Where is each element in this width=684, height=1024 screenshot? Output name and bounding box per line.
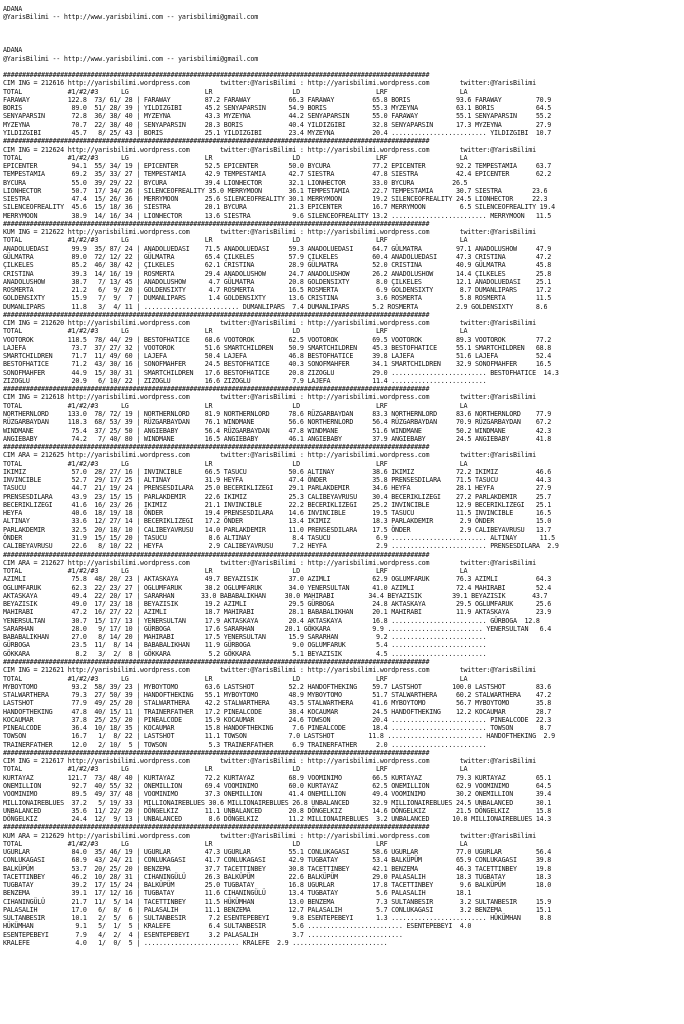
horse-row: AZIMLI 75.8 48/ 20/ 23 | AKTASKAYA 49.7 BEYAZISIK 37.0 AZIMLI 62.9 OGLUMFARUK 76.3 AZIMLI 64.3 — [3, 575, 552, 584]
blank-line — [3, 22, 684, 30]
horse-row: YENERSULTAN 30.7 15/ 17/ 13 | YENERSULTAN 17.9 AKTASKAYA 20.4 AKTASKAYA 16.8 ......................... GÜRBOGA 12.8 — [3, 616, 540, 625]
section-divider: ################################################################################################################ — [3, 657, 430, 666]
horse-row: PINEALCODE 36.4 10/ 18/ 35 | KOCAUMAR 15.8 HANDOFTHEKING 7.6 PINEALCODE 18.4 ......................... TOWSON 8.7 — [3, 724, 552, 733]
horse-row: KURTAYAZ 121.7 73/ 48/ 40 | KURTAYAZ 72.2 KURTAYAZ 68.9 VOOMINIMO 66.5 KURTAYAZ 79.3 KURTAYAZ 65.1 — [3, 773, 552, 782]
column-header-line: TOTAL #1/#2/#3 LG LR LD LRF LA — [3, 87, 468, 96]
horse-row: DÖNGELKIZ 24.4 12/ 9/ 13 | UNBALANCED 8.6 DÖNGELKIZ 11.2 MILLIONAIREBLUES 3.2 UNBALANCED 10.8 MILLIONAIREBLUES 14.3 — [3, 815, 552, 824]
horse-row: BECERIKLIZEGI 41.6 16/ 23/ 26 | IKIMIZ 21.1 INVINCIBLE 22.2 BECERIKLIZEGI 25.2 INVINCIBLE 12.9 BECERIKLIZEGI 25.1 — [3, 500, 552, 509]
section-divider: ################################################################################################################ — [3, 137, 430, 146]
horse-row: TRAINERFATHER 12.0 2/ 10/ 5 | TOWSON 5.3 TRAINERFATHER 6.9 TRAINERFATHER 2.0 ......................... — [3, 740, 487, 749]
horse-row: NORTHERNLORD 133.0 78/ 72/ 19 | NORTHERNLORD 81.9 NORTHERNLORD 78.6 RÜZGARBAYDAN 83.3 NORTHERNLORD 83.6 NORTHERNLORD 77.9 — [3, 410, 552, 419]
horse-row: GÜLMATRA 89.0 72/ 12/ 22 | GÜLMATRA 65.4 ÇILKELES 57.9 ÇILKELES 60.4 ANADOLUEDASI 47.3 CRISTINA 47.2 — [3, 252, 552, 261]
horse-row: MYZEYNA 70.7 22/ 38/ 40 | SENYAPARSIN 28.3 BORIS 40.4 YILDIZGIBI 32.8 SENYAPARSIN 17.3 MYZEYNA 27.9 — [3, 120, 552, 129]
horse-row: SENYAPARSIN 72.8 36/ 38/ 40 | MYZEYNA 43.3 MYZEYNA 44.2 SENYAPARSIN 55.0 FARAWAY 55.1 SENYAPARSIN 55.2 — [3, 112, 552, 121]
horse-row: TOWSON 16.7 1/ 8/ 22 | LASTSHOT 11.1 TOWSON 7.0 LASTSHOT 11.8 ......................... HANDOFTHEKING 2.9 — [3, 732, 555, 741]
race-header-line: KUM ARA = 212629 http://yarisbilimi.wordpress.com twitter:@YarisBilimi : http://yarisbilimi.wordpress.com twitter:@YarisBilimi — [3, 831, 536, 840]
horse-row: BEYAZISIK 49.0 17/ 23/ 18 | BEYAZISIK 19.2 AZIMLI 29.5 GÜRBOGA 24.8 AKTASKAYA 29.5 OGLUMFARUK 25.6 — [3, 600, 552, 609]
column-header-line: TOTAL #1/#2/#3 LG LR LD LRF LA — [3, 327, 468, 336]
horse-row: BORIS 89.0 51/ 28/ 39 | YILDIZGIBI 45.2 SENYAPARSIN 54.9 BORIS 55.3 MYZEYNA 63.1 BORIS 64.5 — [3, 104, 552, 113]
horse-row: TUGBATAY 39.2 17/ 15/ 24 | BALKÜPÜM 25.0 TUGBATAY 16.8 UGURLAR 17.8 TACETTINBEY 9.6 BALKÜPÜM 18.0 — [3, 881, 552, 890]
horse-row: ALTINAY 33.6 12/ 27/ 14 | BECERIKLIZEGI 17.2 ÖNDER 13.4 IKIMIZ 18.3 PARLAKDEMIR 2.9 ÖNDER 15.0 — [3, 517, 552, 526]
horse-row: RÜZGARBAYDAN 118.3 68/ 53/ 39 | RÜZGARBAYDAN 76.1 WINDMANE 56.6 NORTHERNLORD 56.4 RÜZGARBAYDAN 70.9 RÜZGARBAYDAN 67.2 — [3, 418, 552, 427]
horse-row: CRISTINA 39.3 14/ 16/ 19 | ROSMERTA 29.4 ANADOLUSHOW 24.7 ANADOLUSHOW 26.2 ANADOLUSHOW 14.4 ÇILKELES 25.8 — [3, 269, 552, 278]
race-header-line: CIM ARA = 212627 http://yarisbilimi.wordpress.com twitter:@YarisBilimi : http://yarisbilimi.wordpress.com twitter:@YarisBilimi — [3, 558, 536, 567]
horse-row: ONEMILLION 92.7 40/ 55/ 32 | ONEMILLION 69.4 VOOMINIMO 60.0 KURTAYAZ 62.5 ONEMILLION 62.9 VOOMINIMO 64.5 — [3, 781, 552, 790]
horse-row: GOLDENSIXTY 15.9 7/ 9/ 7 | DUMANLIPARS 1.4 GOLDENSIXTY 13.6 CRISTINA 3.6 ROSMERTA 5.8 ROSMERTA 11.5 — [3, 294, 552, 303]
horse-row: CONLUKAGASI 68.9 43/ 24/ 21 | CONLUKAGASI 41.7 CONLUKAGASI 42.9 TUGBATAY 53.4 BALKÜPÜM 65.9 CONLUKAGASI 39.8 — [3, 856, 552, 865]
horse-row: KOCAUMAR 37.8 25/ 25/ 20 | PINEALCODE 15.9 KOCAUMAR 24.6 TOWSON 20.4 ......................... PINEALCODE 22.3 — [3, 715, 552, 724]
column-header-line: TOTAL #1/#2/#3 LG LR LD LRF LA — [3, 567, 468, 576]
horse-row: BABABALIKHAN 27.0 8/ 14/ 20 | MAHIRABI 17.5 YENERSULTAN 15.9 SARARHAN 9.2 ......................... — [3, 633, 487, 642]
horse-row: AKTASKAYA 49.4 22/ 20/ 17 | SARARHAN 33.0 BABABALIKHAN 30.0 MAHIRABI 34.4 BEYAZISIK 39.1 BEYAZISIK 43.7 — [3, 591, 548, 600]
section-divider: ################################################################################################################ — [3, 748, 430, 757]
horse-row: MAHIRABI 47.2 16/ 27/ 22 | AZIMLI 18.7 MAHIRABI 28.1 BABABALIKHAN 20.1 MAHIRABI 11.9 AKTASKAYA 23.9 — [3, 608, 552, 617]
horse-row: BESTOFHATICE 71.2 43/ 30/ 16 | SONOFMAHFER 24.5 BESTOFHATICE 40.3 SONOFMAHFER 34.1 SMARTCHILDREN 32.9 SONOFMAHFER 16.5 — [3, 360, 552, 369]
horse-row: ÇILKELES 85.2 46/ 38/ 42 | ÇILKELES 62.1 CRISTINA 28.9 GÜLMATRA 52.0 CRISTINA 40.9 GÜLMATRA 45.8 — [3, 261, 552, 270]
horse-row: MILLIONAIREBLUES 37.2 5/ 19/ 33 | MILLIONAIREBLUES 30.6 MILLIONAIREBLUES 26.8 UNBALANCED 32.9 MILLIONAIREBLUES 24.5 UNBALANCED 30.1 — [3, 798, 552, 807]
column-header-line: TOTAL #1/#2/#3 LG LR LD LRF LA — [3, 459, 468, 468]
horse-row: TEMPESTAMIA 69.2 35/ 33/ 27 | TEMPESTAMIA 42.9 TEMPESTAMIA 42.7 SIESTRA 47.8 SIESTRA 42.4 EPICENTER 62.2 — [3, 170, 552, 179]
horse-row: LAJEFA 73.7 37/ 27/ 32 | VOOTOROK 51.6 SMARTCHILDREN 50.9 SMARTCHILDREN 45.3 BESTOFHATICE 55.1 SMARTCHILDREN 68.8 — [3, 343, 552, 352]
column-header-line: TOTAL #1/#2/#3 LG LR LD LRF LA — [3, 674, 468, 683]
horse-row: FARAWAY 122.8 73/ 61/ 28 | FARAWAY 87.2 FARAWAY 66.3 FARAWAY 65.8 BORIS 93.6 FARAWAY 70.9 — [3, 95, 552, 104]
horse-row: YILDIZGIBI 45.7 8/ 25/ 43 | BORIS 25.1 YILDIZGIBI 23.4 MYZEYNA 20.4 ......................... YILDIZGIBI 10.7 — [3, 128, 552, 137]
column-header-line: TOTAL #1/#2/#3 LG LR LD LRF LA — [3, 236, 468, 245]
horse-row: ANGIEBABY 74.2 7/ 40/ 80 | WINDMANE 16.5 ANGIEBABY 46.1 ANGIEBABY 37.9 ANGIEBABY 24.5 ANGIEBABY 41.8 — [3, 434, 552, 443]
horse-row: ROSMERTA 21.2 6/ 9/ 20 | GOLDENSIXTY 4.7 ROSMERTA 16.5 ROSMERTA 6.9 GOLDENSIXTY 8.7 DUMANLIPARS 17.2 — [3, 286, 552, 295]
horse-row: HANDOFTHEKING 47.8 40/ 15/ 11 | TRAINERFATHER 17.2 PINEALCODE 38.4 KOCAUMAR 24.5 HANDOFTHEKING 12.2 KOCAUMAR 28.7 — [3, 707, 552, 716]
race-header-line: CIM ING = 212624 http://yarisbilimi.wordpress.com twitter:@YarisBilimi : http://yarisbilimi.wordpress.com twitter:@YarisBilimi — [3, 145, 536, 154]
page-title: ADANA — [3, 46, 23, 55]
blank-line — [3, 30, 684, 38]
horse-row: WINDMANE 75.4 37/ 25/ 50 | ANGIEBABY 56.4 RÜZGARBAYDAN 47.8 WINDMANE 51.6 WINDMANE 50.2 WINDMANE 42.3 — [3, 426, 552, 435]
section-divider: ################################################################################################################ — [3, 310, 430, 319]
horse-row: BYCURA 55.0 39/ 29/ 22 | BYCURA 39.4 LIONHECTOR 32.1 LIONHECTOR 33.0 BYCURA 26.5 — [3, 178, 468, 187]
horse-row: ESENTEPEBEYI 7.9 4/ 2/ 4 | ESENTEPEBEYI 3.2 PALASALIH 3.7 ......................... — [3, 930, 403, 939]
horse-row: SILENCEOFREALITY 45.6 15/ 18/ 36 | SIESTRA 20.1 BYCURA 21.3 EPICENTER 16.7 MERRYMOON 6.5 SILENCEOFREALITY 19.4 — [3, 203, 555, 212]
horse-row: IKIMIZ 57.0 28/ 27/ 16 | INVINCIBLE 66.5 TASUCU 50.6 ALTINAY 38.6 IKIMIZ 72.2 IKIMIZ 46.6 — [3, 467, 552, 476]
horse-row: EPICENTER 94.1 55/ 34/ 19 | EPICENTER 52.5 EPICENTER 50.0 BYCURA 77.2 EPICENTER 92.2 TEMPESTAMIA 63.7 — [3, 162, 552, 171]
horse-row: ANADOLUSHOW 38.7 7/ 13/ 45 | ANADOLUSHOW 4.7 GÜLMATRA 20.8 GOLDENSIXTY 8.0 ÇILKELES 12.1 ANADOLUEDASI 25.1 — [3, 277, 552, 286]
horse-row: OGLUMFARUK 62.3 22/ 23/ 27 | OGLUMFARUK 38.2 OGLUMFARUK 34.0 YENERSULTAN 41.0 AZIMLI 72.4 MAHIRABI 52.4 — [3, 583, 552, 592]
page-title: ADANA — [3, 5, 23, 13]
column-header-line: TOTAL #1/#2/#3 LG LR LD LRF LA — [3, 401, 468, 410]
horse-row: PALASALIH 17.0 6/ 8/ 6 | PALASALIH 11.1 BENZEMA 12.7 PALASALIH 5.7 CONLUKAGASI 3.2 BENZEMA 15.1 — [3, 905, 552, 914]
horse-row: GÜRBOGA 23.5 11/ 8/ 14 | BABABALIKHAN 11.9 GÜRBOGA 9.0 OGLUMFARUK 5.4 ......................... — [3, 641, 487, 650]
horse-row: ZIZOGLU 20.9 6/ 10/ 22 | ZIZOGLU 16.6 ZIZOGLU 7.9 LAJEFA 11.4 ......................... — [3, 376, 487, 385]
column-header-line: TOTAL #1/#2/#3 LG LR LD LRF LA — [3, 839, 468, 848]
horse-row: PRENSESDILARA 43.9 23/ 15/ 15 | PARLAKDEMIR 22.6 IKIMIZ 25.3 CALIBEYAVRUSU 30.4 BECERIKLIZEGI 27.2 PARLAKDEMIR 25.7 — [3, 492, 552, 501]
horse-row: ÖNDER 31.9 15/ 15/ 20 | TASUCU 8.6 ALTINAY 8.4 TASUCU 6.9 ......................... ALTINAY 11.5 — [3, 534, 555, 542]
horse-row: CALIBEYAVRUSU 22.6 8/ 10/ 22 | HEYFA 2.9 CALIBEYAVRUSU 7.2 HEYFA 2.9 ......................... PRENSESDILARA 2.9 — [3, 542, 559, 551]
horse-row: VOOTOROK 118.5 78/ 44/ 29 | BESTOFHATICE 68.6 VOOTOROK 62.5 VOOTOROK 69.5 VOOTOROK 89.3 VOOTOROK 77.2 — [3, 335, 552, 344]
race-header-line: CIM ARA = 212625 http://yarisbilimi.wordpress.com twitter:@YarisBilimi : http://yarisbilimi.wordpress.com twitter:@YarisBilimi — [3, 451, 536, 460]
horse-row: LASTSHOT 77.9 49/ 25/ 20 | STALWARTHERA 42.2 STALWARTHERA 43.5 STALWARTHERA 41.6 MYBOYTOMO 56.7 MYBOYTOMO 35.8 — [3, 699, 552, 708]
horse-row: SIESTRA 47.4 15/ 26/ 36 | MERRYMOON 25.6 SILENCEOFREALITY 30.1 MERRYMOON 19.2 SILENCEOFREALITY 24.5 LIONHECTOR 22.3 — [3, 195, 548, 204]
site-credit-line: @YarisBilimi -- http://www.yarisbilimi.com -- yarisbilimi@gmail.com — [3, 13, 259, 22]
horse-row: TACETTINBEY 46.2 10/ 28/ 31 | CIHANINGÜLÜ 26.3 BALKÜPÜM 22.6 BALKÜPÜM 29.0 PALASALIH 18.3 TUGBATAY 18.3 — [3, 872, 552, 881]
column-header-line: TOTAL #1/#2/#3 LG LR LD LRF LA — [3, 153, 468, 162]
horse-row: HÜKÜMHAN 9.1 5/ 1/ 5 | KRALEFE 6.4 SULTANBESIR 5.6 ......................... ESENTEPEBEYI 4.0 — [3, 922, 472, 931]
horse-row: UNBALANCED 35.6 11/ 22/ 20 | DÖNGELKIZ 11.1 UNBALANCED 20.8 DÖNGELKIZ 14.6 DÖNGELKIZ 21.5 DÖNGELKIZ 15.8 — [3, 806, 552, 815]
horse-row: UGURLAR 84.0 35/ 46/ 19 | UGURLAR 47.3 UGURLAR 55.1 CONLUKAGASI 58.6 UGURLAR 77.0 UGURLAR 56.4 — [3, 848, 552, 857]
horse-row: SONOFMAHFER 44.9 15/ 30/ 31 | SMARTCHILDREN 17.6 BESTOFHATICE 20.8 ZIZOGLU 29.0 ......................... BESTOFHATICE 14.3 — [3, 368, 559, 377]
race-header-line: CIM ING = 212616 http://yarisbilimi.wordpress.com twitter:@YarisBilimi : http://yarisbilimi.wordpress.com twitter:@YarisBilimi — [3, 79, 536, 88]
horse-row: LIONHECTOR 50.7 17/ 34/ 26 | SILENCEOFREALITY 35.0 MERRYMOON 36.1 TEMPESTAMIA 22.7 TEMPESTAMIA 30.7 SIESTRA 23.6 — [3, 186, 548, 195]
race-header-line: CIM ING = 212618 http://yarisbilimi.wordpress.com twitter:@YarisBilimi : http://yarisbilimi.wordpress.com twitter:@YarisBilimi — [3, 393, 536, 402]
horse-row: PARLAKDEMIR 32.5 20/ 18/ 10 | CALIBEYAVRUSU 14.0 PARLAKDEMIR 11.0 PRENSESDILARA 17.5 ÖNDER 2.9 CALIBEYAVRUSU 13.7 — [3, 525, 552, 534]
horse-row: TASUCU 44.7 21/ 19/ 24 | PRENSESDILARA 25.0 BECERIKLIZEGI 29.1 PARLAKDEMIR 34.6 HEYFA 28.1 HEYFA 27.9 — [3, 484, 552, 493]
horse-row: INVINCIBLE 52.7 29/ 17/ 25 | ALTINAY 31.9 HEYFA 47.4 ÖNDER 35.8 PRENSESDILARA 71.5 TASUCU 44.3 — [3, 476, 552, 485]
horse-row: CIHANINGÜLÜ 21.7 11/ 5/ 14 | TACETTINBEY 11.5 HÜKÜMHAN 13.0 BENZEMA 7.3 SULTANBESIR 3.2 SULTANBESIR 15.9 — [3, 897, 552, 906]
horse-row: DUMANLIPARS 11.8 3/ 4/ 11 | ......................... DUMANLIPARS 7.4 DUMANLIPARS 5.2 ROSMERTA 2.9 GOLDENSIXTY 8.6 — [3, 302, 548, 311]
horse-row: HEYFA 40.6 18/ 19/ 18 | ÖNDER 19.4 PRENSESDILARA 14.6 INVINCIBLE 19.5 TASUCU 11.5 INVINCIBLE 16.5 — [3, 509, 552, 518]
horse-row: MYBOYTOMO 93.2 58/ 39/ 23 | MYBOYTOMO 63.6 LASTSHOT 52.2 HANDOFTHEKING 59.7 LASTSHOT 100.0 LASTSHOT 83.6 — [3, 682, 552, 691]
horse-row: VOOMINIMO 89.5 49/ 37/ 48 | VOOMINIMO 37.3 ONEMILLION 41.4 ONEMILLION 49.4 VOOMINIMO 30.2 ONEMILLION 39.4 — [3, 790, 552, 799]
horse-row: ANADOLUEDASI 99.9 35/ 87/ 24 | ANADOLUEDASI 71.5 ANADOLUEDASI 59.3 ANADOLUEDASI 64.7 GÜLMATRA 97.1 ANADOLUSHOW 47.9 — [3, 244, 552, 253]
section-divider: ################################################################################################################ — [3, 71, 430, 80]
horse-row: BENZEMA 39.1 17/ 12/ 16 | TUGBATAY 11.6 CIHANINGÜLÜ 13.4 TUGBATAY 5.6 PALASALIH 18.1 — [3, 889, 472, 898]
horse-row: SARARHAN 28.0 9/ 17/ 10 | GÜRBOGA 17.6 SARARHAN 20.1 GÖKKARA 9.9 ......................... YENERSULTAN 6.4 — [3, 624, 552, 633]
horse-row: BALKÜPÜM 53.7 20/ 25/ 20 | BENZEMA 37.7 TACETTINBEY 30.8 TACETTINBEY 42.1 BENZEMA 46.3 TACETTINBEY 19.8 — [3, 864, 552, 873]
horse-row: SULTANBESIR 10.1 2/ 5/ 6 | SULTANBESIR 7.2 ESENTEPEBEYI 9.8 ESENTEPEBEYI 1.3 ......................... HÜKÜMHAN 8.8 — [3, 914, 552, 923]
race-header-line: KUM ING = 212622 http://yarisbilimi.wordpress.com twitter:@YarisBilimi : http://yarisbilimi.wordpress.com twitter:@YarisBilimi — [3, 228, 536, 237]
horse-row: STALWARTHERA 79.3 27/ 50/ 39 | HANDOFTHEKING 55.1 MYBOYTOMO 48.9 MYBOYTOMO 51.7 STALWARTHERA 60.2 STALWARTHERA 47.2 — [3, 691, 552, 700]
site-credit-line: @YarisBilimi -- http://www.yarisbilimi.com -- yarisbilimi@gmail.com — [3, 54, 259, 63]
blank-line — [3, 63, 684, 71]
section-divider: ################################################################################################################ — [3, 550, 430, 559]
horse-row: GÖKKARA 8.2 3/ 2/ 8 | GÖKKARA 5.2 GÖKKARA 5.1 BEYAZISIK 4.5 ......................... — [3, 649, 487, 658]
section-divider: ################################################################################################################ — [3, 823, 430, 832]
horse-row: KRALEFE 4.0 1/ 0/ 5 | ......................... KRALEFE 2.9 ......................... — [3, 939, 388, 948]
column-header-line: TOTAL #1/#2/#3 LG LR LD LRF LA — [3, 765, 468, 774]
section-divider: ################################################################################################################ — [3, 219, 430, 228]
race-header-line: CIM ING = 212617 http://yarisbilimi.wordpress.com twitter:@YarisBilimi : http://yarisbilimi.wordpress.com twitter:@YarisBilimi — [3, 757, 536, 766]
race-header-line: CIM ING = 212620 http://yarisbilimi.wordpress.com twitter:@YarisBilimi : http://yarisbilimi.wordpress.com twitter:@YarisBilimi — [3, 319, 536, 328]
race-header-line: CIM ING = 212621 http://yarisbilimi.wordpress.com twitter:@YarisBilimi : http://yarisbilimi.wordpress.com twitter:@YarisBilimi — [3, 666, 536, 675]
section-divider: ################################################################################################################ — [3, 385, 430, 394]
horse-row: MERRYMOON 38.9 14/ 16/ 34 | LIONHECTOR 13.6 SIESTRA 9.6 SILENCEOFREALITY 13.2 ......................... MERRYMOON 11.5 — [3, 211, 552, 220]
blank-line — [3, 38, 684, 46]
section-divider: ################################################################################################################ — [3, 443, 430, 452]
horse-row: SMARTCHILDREN 71.7 11/ 49/ 60 | LAJEFA 50.4 LAJEFA 46.8 BESTOFHATICE 39.8 LAJEFA 51.6 LAJEFA 52.4 — [3, 352, 552, 361]
